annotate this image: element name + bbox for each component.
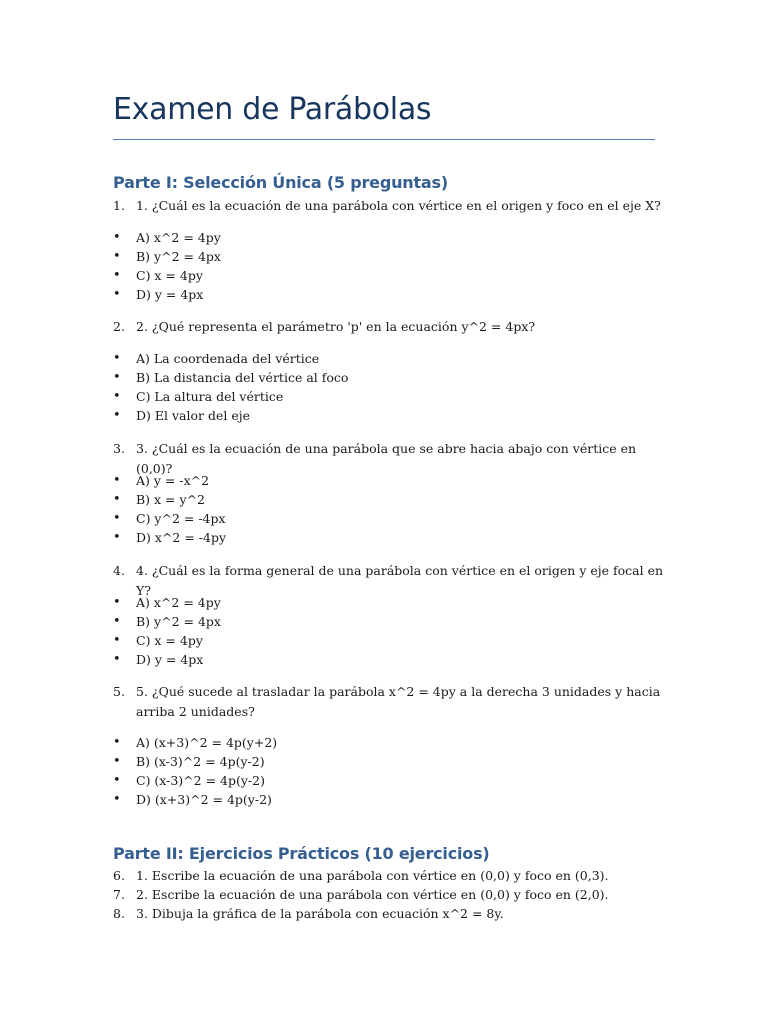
exercise-text: 2. Escribe la ecuación de una parábola con vértice en (0,0) y foco en (2,0). (136, 887, 609, 902)
option-text: A) (x+3)^2 = 4p(y+2) (136, 735, 278, 750)
exercise-text: 3. Dibuja la gráfica de la parábola con ecuación x^2 = 8y. (136, 906, 504, 921)
option-item (113, 266, 673, 285)
option-text: C) x = 4py (136, 268, 203, 283)
option-item (113, 612, 673, 631)
bullet-icon: • (113, 614, 121, 629)
option-text: D) El valor del eje (136, 408, 250, 423)
option-item (113, 733, 673, 752)
bullet-icon: • (113, 735, 121, 750)
option-text: D) y = 4px (136, 287, 204, 302)
option-text: C) La altura del vértice (136, 389, 284, 404)
exercise-7 (113, 885, 673, 905)
option-item (113, 509, 673, 528)
option-text: B) La distancia del vértice al foco (136, 370, 349, 385)
bullet-icon: • (113, 530, 121, 545)
bullet-icon: • (113, 773, 121, 788)
question-5-options (113, 733, 673, 809)
exercise-8 (113, 904, 673, 924)
question-1 (113, 196, 673, 216)
bullet-icon: • (113, 268, 121, 283)
bullet-icon: • (113, 249, 121, 264)
part2-heading: Parte II: Ejercicios Prácticos (10 ejercicios) (113, 844, 490, 863)
question-text: 3. ¿Cuál es la ecuación de una parábola que se abre hacia abajo con vértice en (0,0)? (136, 441, 637, 476)
bullet-icon: • (113, 408, 121, 423)
option-item (113, 387, 673, 406)
bullet-icon: • (113, 492, 121, 507)
question-number: 1. (113, 198, 125, 213)
option-text: C) x = 4py (136, 633, 203, 648)
option-item (113, 368, 673, 387)
option-text: D) y = 4px (136, 652, 204, 667)
option-item (113, 285, 673, 304)
option-item (113, 631, 673, 650)
option-text: A) y = -x^2 (136, 473, 210, 488)
bullet-icon: • (113, 792, 121, 807)
option-item (113, 771, 673, 790)
question-number: 3. (113, 441, 125, 456)
option-item (113, 490, 673, 509)
option-item (113, 349, 673, 368)
option-text: D) x^2 = -4py (136, 530, 227, 545)
question-number: 5. (113, 684, 125, 699)
exercise-number: 7. (113, 887, 125, 902)
option-text: B) y^2 = 4px (136, 249, 221, 264)
option-text: C) y^2 = -4px (136, 511, 226, 526)
question-2 (113, 317, 673, 337)
document-title: Examen de Parábolas (113, 92, 432, 127)
bullet-icon: • (113, 633, 121, 648)
bullet-icon: • (113, 652, 121, 667)
bullet-icon: • (113, 511, 121, 526)
option-text: B) x = y^2 (136, 492, 205, 507)
question-number: 2. (113, 319, 125, 334)
bullet-icon: • (113, 389, 121, 404)
exercise-number: 6. (113, 868, 125, 883)
option-item (113, 406, 673, 425)
bullet-icon: • (113, 351, 121, 366)
option-item (113, 228, 673, 247)
question-4-options (113, 593, 673, 669)
option-text: D) (x+3)^2 = 4p(y-2) (136, 792, 272, 807)
option-text: B) y^2 = 4px (136, 614, 221, 629)
part1-heading: Parte I: Selección Única (5 preguntas) (113, 173, 448, 192)
bullet-icon: • (113, 287, 121, 302)
exercise-text: 1. Escribe la ecuación de una parábola con vértice en (0,0) y foco en (0,3). (136, 868, 609, 883)
question-number: 4. (113, 563, 125, 578)
question-2-options (113, 349, 673, 425)
option-item (113, 593, 673, 612)
bullet-icon: • (113, 370, 121, 385)
question-text: 1. ¿Cuál es la ecuación de una parábola con vértice en el origen y foco en el eje X? (136, 198, 661, 213)
bullet-icon: • (113, 595, 121, 610)
option-text: B) (x-3)^2 = 4p(y-2) (136, 754, 265, 769)
option-item (113, 528, 673, 547)
question-1-options (113, 228, 673, 304)
option-text: C) (x-3)^2 = 4p(y-2) (136, 773, 265, 788)
option-item (113, 752, 673, 771)
option-item (113, 790, 673, 809)
question-5 (113, 682, 673, 722)
option-item (113, 650, 673, 669)
question-text: 2. ¿Qué representa el parámetro 'p' en la ecuación y^2 = 4px? (136, 319, 536, 334)
option-text: A) x^2 = 4py (136, 230, 221, 245)
exercise-number: 8. (113, 906, 125, 921)
option-item (113, 471, 673, 490)
bullet-icon: • (113, 473, 121, 488)
title-rule (113, 139, 655, 140)
bullet-icon: • (113, 754, 121, 769)
option-text: A) x^2 = 4py (136, 595, 221, 610)
question-text: 5. ¿Qué sucede al trasladar la parábola x^2 = 4py a la derecha 3 unidades y hacia arriba 2 unidades? (136, 684, 661, 719)
exercise-6 (113, 866, 673, 886)
bullet-icon: • (113, 230, 121, 245)
option-item (113, 247, 673, 266)
question-text: 4. ¿Cuál es la forma general de una parábola con vértice en el origen y eje focal en Y? (136, 563, 664, 598)
question-3-options (113, 471, 673, 547)
option-text: A) La coordenada del vértice (136, 351, 320, 366)
